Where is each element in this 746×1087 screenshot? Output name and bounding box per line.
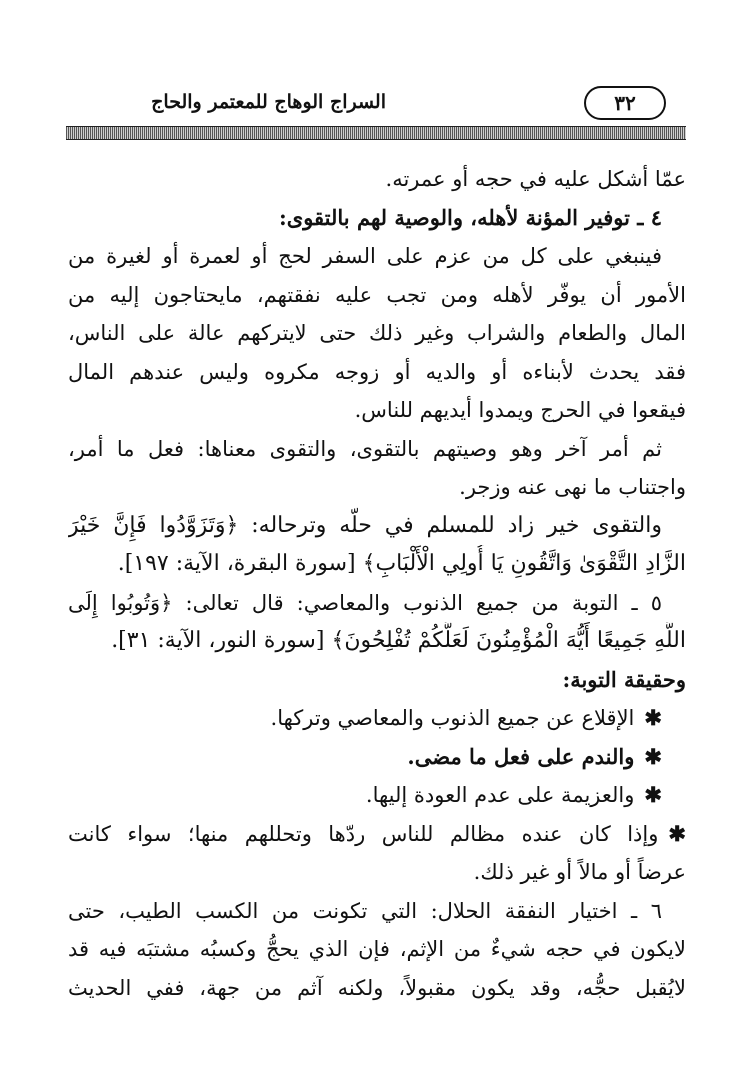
- page-header: [66, 86, 686, 126]
- text-line: لايكون في حجه شيءٌ من الإثم، فإن الذي يحجُّ وكسبُه مشتبَه فيه قد: [68, 937, 686, 961]
- bullet-text: وإذا كان عنده مظالم للناس ردّها وتحللهم منها؛ سواء كانت: [68, 821, 659, 846]
- text-line: الأمور أن يوفّر لأهله ومن تجب عليه نفقتهم، مايحتاجون إليه من: [68, 282, 686, 307]
- bullet-text: الإقلاع عن جميع الذنوب والمعاصي وتركها.: [270, 706, 635, 730]
- bullet-text: والعزيمة على عدم العودة إليها.: [365, 783, 635, 807]
- asterisk-icon: ✱: [644, 743, 662, 769]
- running-title: السراج الوهاج للمعتمر والحاج: [151, 91, 386, 113]
- text-line: واجتناب ما نهى عنه وزجر.: [459, 475, 686, 499]
- text-line: عرضاً أو مالاً أو غير ذلك.: [473, 860, 686, 884]
- bullet-item: [68, 699, 686, 738]
- asterisk-icon: ✱: [644, 782, 662, 807]
- text-line: فيقعوا في الحرج ويمدوا أيديهم للناس.: [354, 398, 686, 422]
- text-line: فقد يحدث لأبناءه أو والديه أو زوجه مكروه وليس عندهم المال: [68, 359, 686, 384]
- page-body: [68, 160, 686, 1007]
- text-line: فينبغي على كل من عزم على السفر لحج أو لعمرة أو لغيرة من: [68, 244, 662, 268]
- asterisk-icon: ✱: [668, 820, 686, 846]
- quran-verse-line: اللَّهِ جَمِيعًا أَيُّهَ الْمُؤْمِنُونَ لَعَلَّكُمْ تُفْلِحُونَ﴾ [سورة النور، الآية: ٣١].: [111, 628, 686, 653]
- page-number: ٣٢: [584, 86, 666, 120]
- bullet-item: [68, 776, 686, 815]
- subheading: وحقيقة التوبة:: [562, 666, 686, 692]
- bullet-item: [68, 738, 686, 777]
- section-heading-line: ٥ ـ التوبة من جميع الذنوب والمعاصي: قال تعالى: ﴿وَتُوبُوا إِلَى: [68, 590, 662, 615]
- bullet-item: [68, 815, 686, 854]
- section-heading-line: ٦ ـ اختيار النفقة الحلال: التي تكونت من الكسب الطيب، حتى: [68, 898, 662, 923]
- asterisk-icon: ✱: [644, 705, 662, 730]
- quran-verse-line: والتقوى خير زاد للمسلم في حلّه وترحاله: ﴿وَتَزَوَّدُوا فَإِنَّ خَيْرَ: [68, 512, 662, 538]
- text-line: المال والطعام والشراب وغير ذلك حتى لايتركهم عالة على الناس،: [68, 321, 686, 345]
- text-line: ثم أمر آخر وهو وصيتهم بالتقوى، والتقوى معناها: فعل ما أمر،: [68, 436, 662, 461]
- section-heading: ٤ ـ توفير المؤنة لأهله، والوصية لهم بالتقوى:: [279, 204, 662, 230]
- bullet-text: والندم على فعل ما مضى.: [407, 743, 635, 769]
- quran-verse-line: الزَّادِ التَّقْوَىٰ وَاتَّقُونِ يَا أُولِي الْأَلْبَابِ﴾ [سورة البقرة، الآية: ١٩٧].: [117, 551, 686, 576]
- header-rule: [66, 126, 686, 140]
- text-line: عمّا أشكل عليه في حجه أو عمرته.: [385, 167, 686, 191]
- text-line: لايُقبل حجُّه، وقد يكون مقبولاً، ولكنه آثم من جهة، ففي الحديث: [68, 975, 686, 1000]
